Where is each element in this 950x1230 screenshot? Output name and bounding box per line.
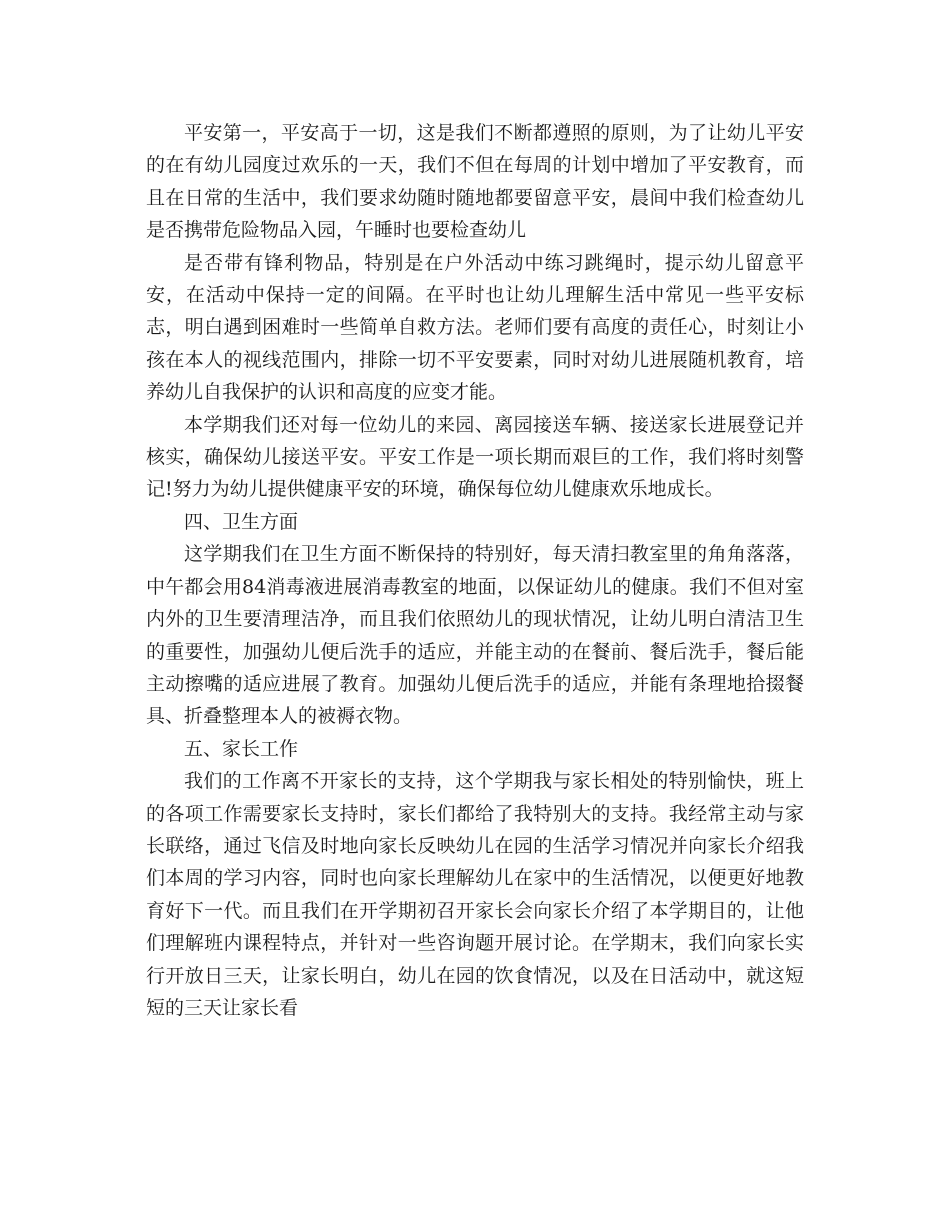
document-body (146, 117, 804, 1024)
paragraph-safety-2: 是否带有锋利物品，特别是在户外活动中练习跳绳时，提示幼儿留意平安，在活动中保持一定的间隔。在平时也让幼儿理解生活中常见一些平安标志，明白遇到困难时一些简单自救方法。老师们要有高度的责任心，时刻让小孩在本人的视线范围内，排除一切不平安要素，同时对幼儿进展随机教育，培养幼儿自我保护的认识和高度的应变才能。 (146, 251, 804, 404)
section-heading-parents: 五、家长工作 (184, 737, 299, 760)
section-heading-hygiene: 四、卫生方面 (184, 510, 299, 533)
paragraph-safety-1: 平安第一，平安高于一切，这是我们不断都遵照的原则，为了让幼儿平安的在有幼儿园度过欢乐的一天，我们不但在每周的计划中增加了平安教育，而且在日常的生活中，我们要求幼随时随地都要留意平安，晨间中我们检查幼儿是否携带危险物品入园，午睡时也要检查幼儿 (146, 122, 804, 242)
paragraph-safety-3: 本学期我们还对每一位幼儿的来园、离园接送车辆、接送家长进展登记并核实，确保幼儿接送平安。平安工作是一项长期而艰巨的工作，我们将时刻警记!努力为幼儿提供健康平安的环境，确保每位幼儿健康欢乐地成长。 (146, 413, 804, 501)
paragraph-hygiene: 这学期我们在卫生方面不断保持的特别好，每天清扫教室里的角角落落，中午都会用84消毒液进展消毒教室的地面，以保证幼儿的健康。我们不但对室内外的卫生要清理洁净，而且我们依照幼儿的现状情况，让幼儿明白清洁卫生的重要性，加强幼儿便后洗手的适应，并能主动的在餐前、餐后洗手，餐后能主动擦嘴的适应进展了教育。加强幼儿便后洗手的适应，并能有条理地拾掇餐具、折叠整理本人的被褥衣物。 (146, 543, 804, 728)
paragraph-parents: 我们的工作离不开家长的支持，这个学期我与家长相处的特别愉快，班上的各项工作需要家长支持时，家长们都给了我特别大的支持。我经常主动与家长联络，通过飞信及时地向家长反映幼儿在园的生活学习情况并向家长介绍我们本周的学习内容，同时也向家长理解幼儿在家中的生活情况，以便更好地教育好下一代。而且我们在开学期初召开家长会向家长介绍了本学期目的，让他们理解班内课程特点，并针对一些咨询题开展讨论。在学期末，我们向家长实行开放日三天，让家长明白，幼儿在园的饮食情况，以及在日活动中，就这短短的三天让家长看 (146, 770, 804, 1019)
